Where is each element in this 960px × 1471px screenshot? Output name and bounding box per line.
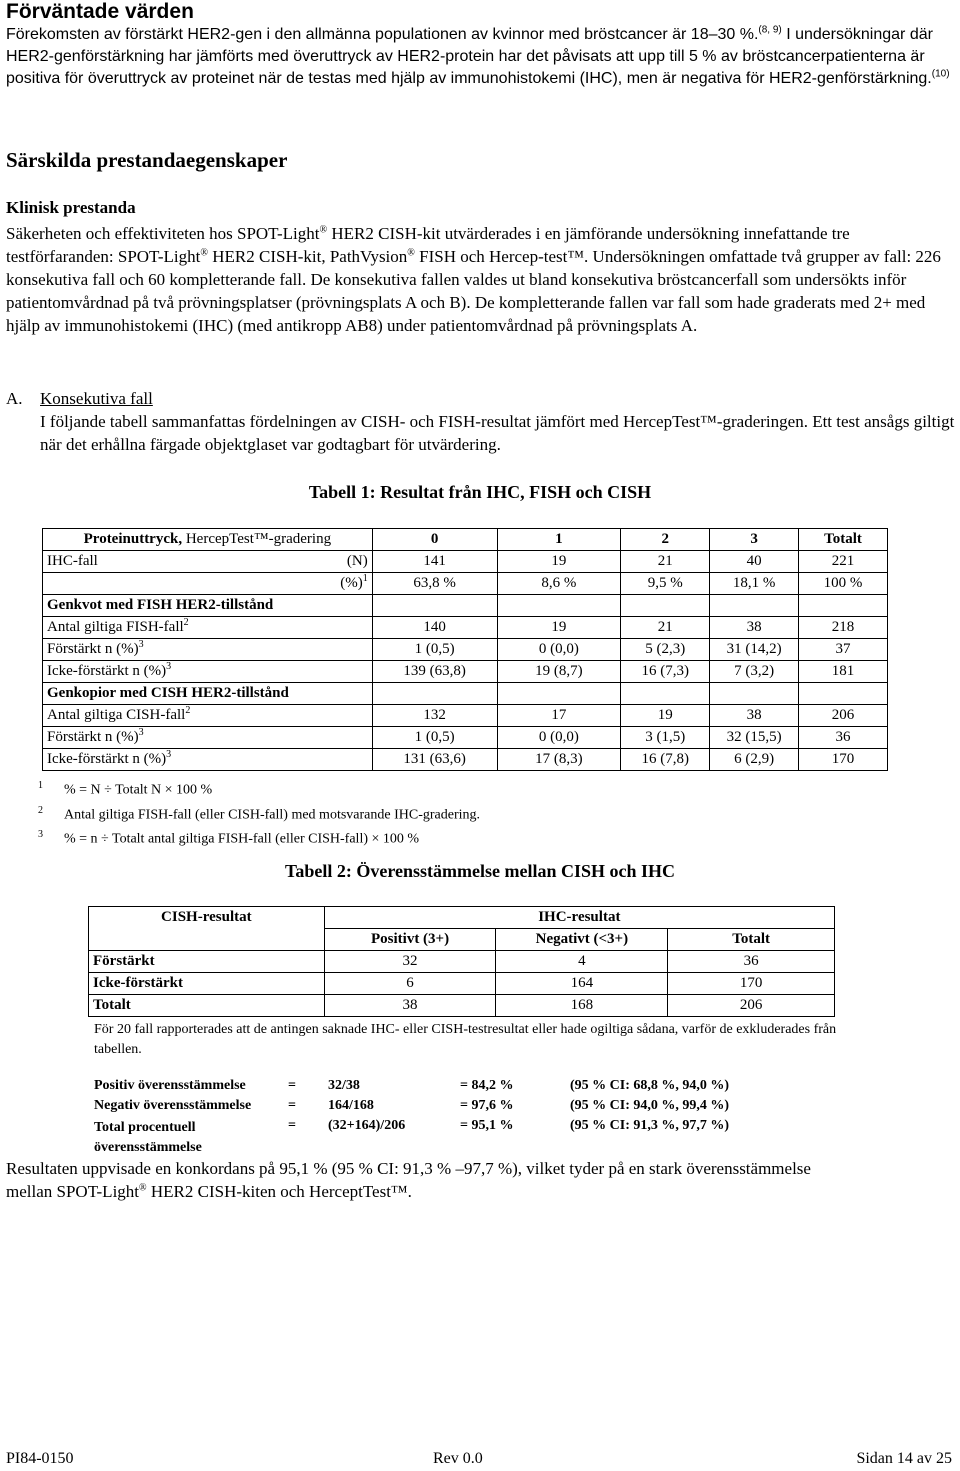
table-cell [372, 595, 497, 617]
table1-header-label: Proteinuttryck, HercepTest™-gradering [43, 529, 373, 551]
section-a-title: Konsekutiva fall [40, 389, 153, 408]
table-cell: 9,5 % [621, 573, 710, 595]
row-label: Icke-förstärkt [89, 973, 325, 995]
table-cell: 140 [372, 617, 497, 639]
table2-subheader-row [89, 929, 835, 951]
table-cell: 132 [372, 705, 497, 727]
table-row [43, 705, 888, 727]
table-cell: 1 (0,5) [372, 639, 497, 661]
table-cell: 181 [799, 661, 888, 683]
stat-ci: (95 % CI: 94,0 %, 99,4 %) [570, 1098, 730, 1113]
table-cell [89, 929, 325, 951]
table-cell: 19 [497, 551, 621, 573]
table-cell: 221 [799, 551, 888, 573]
table-cell: 19 [621, 705, 710, 727]
table-row [89, 995, 835, 1017]
stat-eq: = [288, 1078, 296, 1093]
table-cell: 170 [668, 973, 835, 995]
table-cell: 37 [799, 639, 888, 661]
cish-result-header: CISH-resultat [89, 907, 325, 929]
table-cell: 6 [324, 973, 496, 995]
table-cell: 38 [710, 617, 799, 639]
stat-row [94, 1118, 790, 1158]
section-a-block [40, 387, 955, 456]
row-label: Förstärkt n (%)$^3$ [43, 639, 373, 661]
table-cell [710, 683, 799, 705]
ihc-result-header: IHC-resultat [324, 907, 834, 929]
table1 [42, 528, 888, 771]
table-cell: 21 [621, 551, 710, 573]
table-section-row [43, 683, 888, 705]
table2-header-row [89, 907, 835, 929]
table-cell: 36 [799, 727, 888, 749]
expected-values-paragraph: Förekomsten av förstärkt HER2-gen i den allmänna populationen av kvinnor med bröstcancer är 18–30 %.$^{(8, 9)}$ I undersökningar där HER2-genförstärkning har jämförts med överuttryck av HER2-protein har det påvisats att upp till 5 % av bröstcancerpatienterna är positiva för överuttryck av proteinet när de testas med hjälp av immunohistokemi (IHC), men är negativa för HER2-genförstärkning.$^{(10)}$ [6, 24, 950, 87]
table-cell [497, 683, 621, 705]
fish-section-label: Genkvot med FISH HER2-tillstånd [43, 595, 373, 617]
table-cell: 0 (0,0) [497, 727, 621, 749]
section-a-paragraph: I följande tabell sammanfattas fördelningen av CISH- och FISH-resultat jämfört med HercepTest™-graderingen. Ett test ansågs giltigt när det erhållna färgade objektglaset var godtagbart för utvärdering. [40, 412, 955, 454]
table-cell: 40 [710, 551, 799, 573]
table-cell: 6 (2,9) [710, 749, 799, 771]
footnote: 2 Antal giltiga FISH-fall (eller CISH-fall) med motsvarande IHC-gradering. [38, 804, 480, 823]
stat-row [94, 1078, 790, 1098]
stat-expr: 32/38 [328, 1078, 360, 1093]
table-cell: 36 [668, 951, 835, 973]
table-cell: 32 [324, 951, 496, 973]
clinical-performance-paragraph: Säkerheten och effektiviteten hos SPOT-Light® HER2 CISH-kit utvärderades i en jämförande undersökning innefattande tre testförfaranden: SPOT-Light® HER2 CISH-kit, PathVysion® FISH och Hercep-test™. Undersökningen omfattade två grupper av fall: 226 konsekutiva fall och 60 kompletterande fall. De konsekutiva fallen valdes ut bland konsekutiva bröstcancerfall som undersökts inför patientomvårdnad på två prövningsplatser (prövningsplats A och B). De kompletterande fallen var fall som hade graderats med 2+ med hjälp av immunohistokemi (IHC) (med antikropp AB8) under patientomvårdnad på prövningsplats A. [6, 224, 941, 335]
table1-col-2: 2 [621, 529, 710, 551]
stat-expr: (32+164)/206 [328, 1118, 406, 1133]
table2 [88, 906, 835, 1017]
negative-col-header: Negativt (<3+) [496, 929, 668, 951]
table1-header-row [43, 529, 888, 551]
table-cell: 1 (0,5) [372, 727, 497, 749]
table-cell: 16 (7,8) [621, 749, 710, 771]
table-cell [799, 595, 888, 617]
table-cell: 170 [799, 749, 888, 771]
table-cell: 218 [799, 617, 888, 639]
stat-label: Positiv överensstämmelse [94, 1078, 246, 1093]
table-cell: 17 [497, 705, 621, 727]
table-cell: 38 [324, 995, 496, 1017]
stat-ci: (95 % CI: 68,8 %, 94,0 %) [570, 1078, 730, 1093]
cish-section-label: Genkopior med CISH HER2-tillstånd [43, 683, 373, 705]
table-cell: 206 [799, 705, 888, 727]
row-label: Antal giltiga CISH-fall$^2$ [43, 705, 373, 727]
table-cell [621, 683, 710, 705]
stat-result: = 95,1 % [460, 1118, 514, 1133]
table-cell: 206 [668, 995, 835, 1017]
stat-label: Negativ överensstämmelse [94, 1098, 252, 1113]
table-cell [710, 595, 799, 617]
stat-result: = 84,2 % [460, 1078, 514, 1093]
table1-col-1: 1 [497, 529, 621, 551]
row-label: Förstärkt n (%)$^3$ [43, 727, 373, 749]
stat-ci: (95 % CI: 91,3 %, 97,7 %) [570, 1118, 730, 1133]
table-row [43, 727, 888, 749]
table-cell: 164 [496, 973, 668, 995]
table1-col-total: Totalt [799, 529, 888, 551]
table-cell: 0 (0,0) [497, 639, 621, 661]
conclusion-paragraph: Resultaten uppvisade en konkordans på 95,1 % (95 % CI: 91,3 % –97,7 %), vilket tyder på en stark överensstämmelse mellan SPOT-Light® HER2 CISH-kiten och HerceptTest™. [6, 1159, 811, 1201]
table-cell: 63,8 % [372, 573, 497, 595]
section-a-letter: A. [6, 389, 23, 408]
table-cell [621, 595, 710, 617]
ihc-pct-label: (%)$^1$ [43, 573, 373, 595]
table-cell: 21 [621, 617, 710, 639]
positive-col-header: Positivt (3+) [324, 929, 496, 951]
table-row [43, 617, 888, 639]
table-cell: 3 (1,5) [621, 727, 710, 749]
row-label: Totalt [89, 995, 325, 1017]
table-cell: 139 (63,8) [372, 661, 497, 683]
footnote: 1 % = N ÷ Totalt N × 100 % [38, 780, 213, 798]
special-performance-heading: Särskilda prestandaegenskaper [6, 148, 288, 172]
row-label: Förstärkt [89, 951, 325, 973]
table-cell: 19 [497, 617, 621, 639]
table-cell: 7 (3,2) [710, 661, 799, 683]
clinical-performance-subheading: Klinisk prestanda [6, 198, 136, 217]
table2-caption: Tabell 2: Överensstämmelse mellan CISH och IHC [285, 861, 675, 881]
table-cell: 8,6 % [497, 573, 621, 595]
total-col-header: Totalt [668, 929, 835, 951]
table2-note: För 20 fall rapporterades att de antingen saknade IHC- eller CISH-testresultat eller hade ogiltiga sådana, varför de exkluderades från tabellen. [94, 1022, 837, 1057]
table-cell: 38 [710, 705, 799, 727]
agreement-stats [94, 1078, 790, 1158]
ihc-n-label: IHC-fall (N) [43, 551, 373, 573]
table-cell: 131 (63,6) [372, 749, 497, 771]
table-cell: 141 [372, 551, 497, 573]
expected-values-heading: Förväntade värden [6, 0, 194, 23]
table-row [43, 749, 888, 771]
footer-revision: Rev 0.0 [433, 1450, 483, 1467]
table-cell: 19 (8,7) [497, 661, 621, 683]
table1-col-0: 0 [372, 529, 497, 551]
table1-col-3: 3 [710, 529, 799, 551]
table-cell: 17 (8,3) [497, 749, 621, 771]
table-row [43, 573, 888, 595]
stat-label: Total procentuell överensstämmelse [94, 1120, 202, 1155]
table-row [43, 639, 888, 661]
table-row [43, 551, 888, 573]
table-row [89, 951, 835, 973]
stat-eq: = [288, 1118, 296, 1133]
row-label: Icke-förstärkt n (%)$^3$ [43, 661, 373, 683]
table-cell: 168 [496, 995, 668, 1017]
table-row [89, 973, 835, 995]
table1-caption: Tabell 1: Resultat från IHC, FISH och CISH [308, 482, 652, 502]
row-label: Antal giltiga FISH-fall$^2$ [43, 617, 373, 639]
stat-expr: 164/168 [328, 1098, 374, 1113]
table-cell [372, 683, 497, 705]
stat-row [94, 1098, 790, 1118]
table-cell: 5 (2,3) [621, 639, 710, 661]
table-cell [799, 683, 888, 705]
table-cell: 16 (7,3) [621, 661, 710, 683]
table-cell: 18,1 % [710, 573, 799, 595]
stat-result: = 97,6 % [460, 1098, 514, 1113]
table-cell: 32 (15,5) [710, 727, 799, 749]
footer-doc-id: PI84-0150 [6, 1450, 74, 1467]
table-cell: 4 [496, 951, 668, 973]
table-row [43, 661, 888, 683]
footnote: 3 % = n ÷ Totalt antal giltiga FISH-fall (eller CISH-fall) × 100 % [38, 829, 420, 847]
stat-eq: = [288, 1098, 296, 1113]
table-cell [497, 595, 621, 617]
row-label: Icke-förstärkt n (%)$^3$ [43, 749, 373, 771]
table-section-row [43, 595, 888, 617]
table-cell: 31 (14,2) [710, 639, 799, 661]
footer-page-number: Sidan 14 av 25 [856, 1450, 952, 1467]
table1-footnotes [38, 776, 738, 850]
table-cell: 100 % [799, 573, 888, 595]
